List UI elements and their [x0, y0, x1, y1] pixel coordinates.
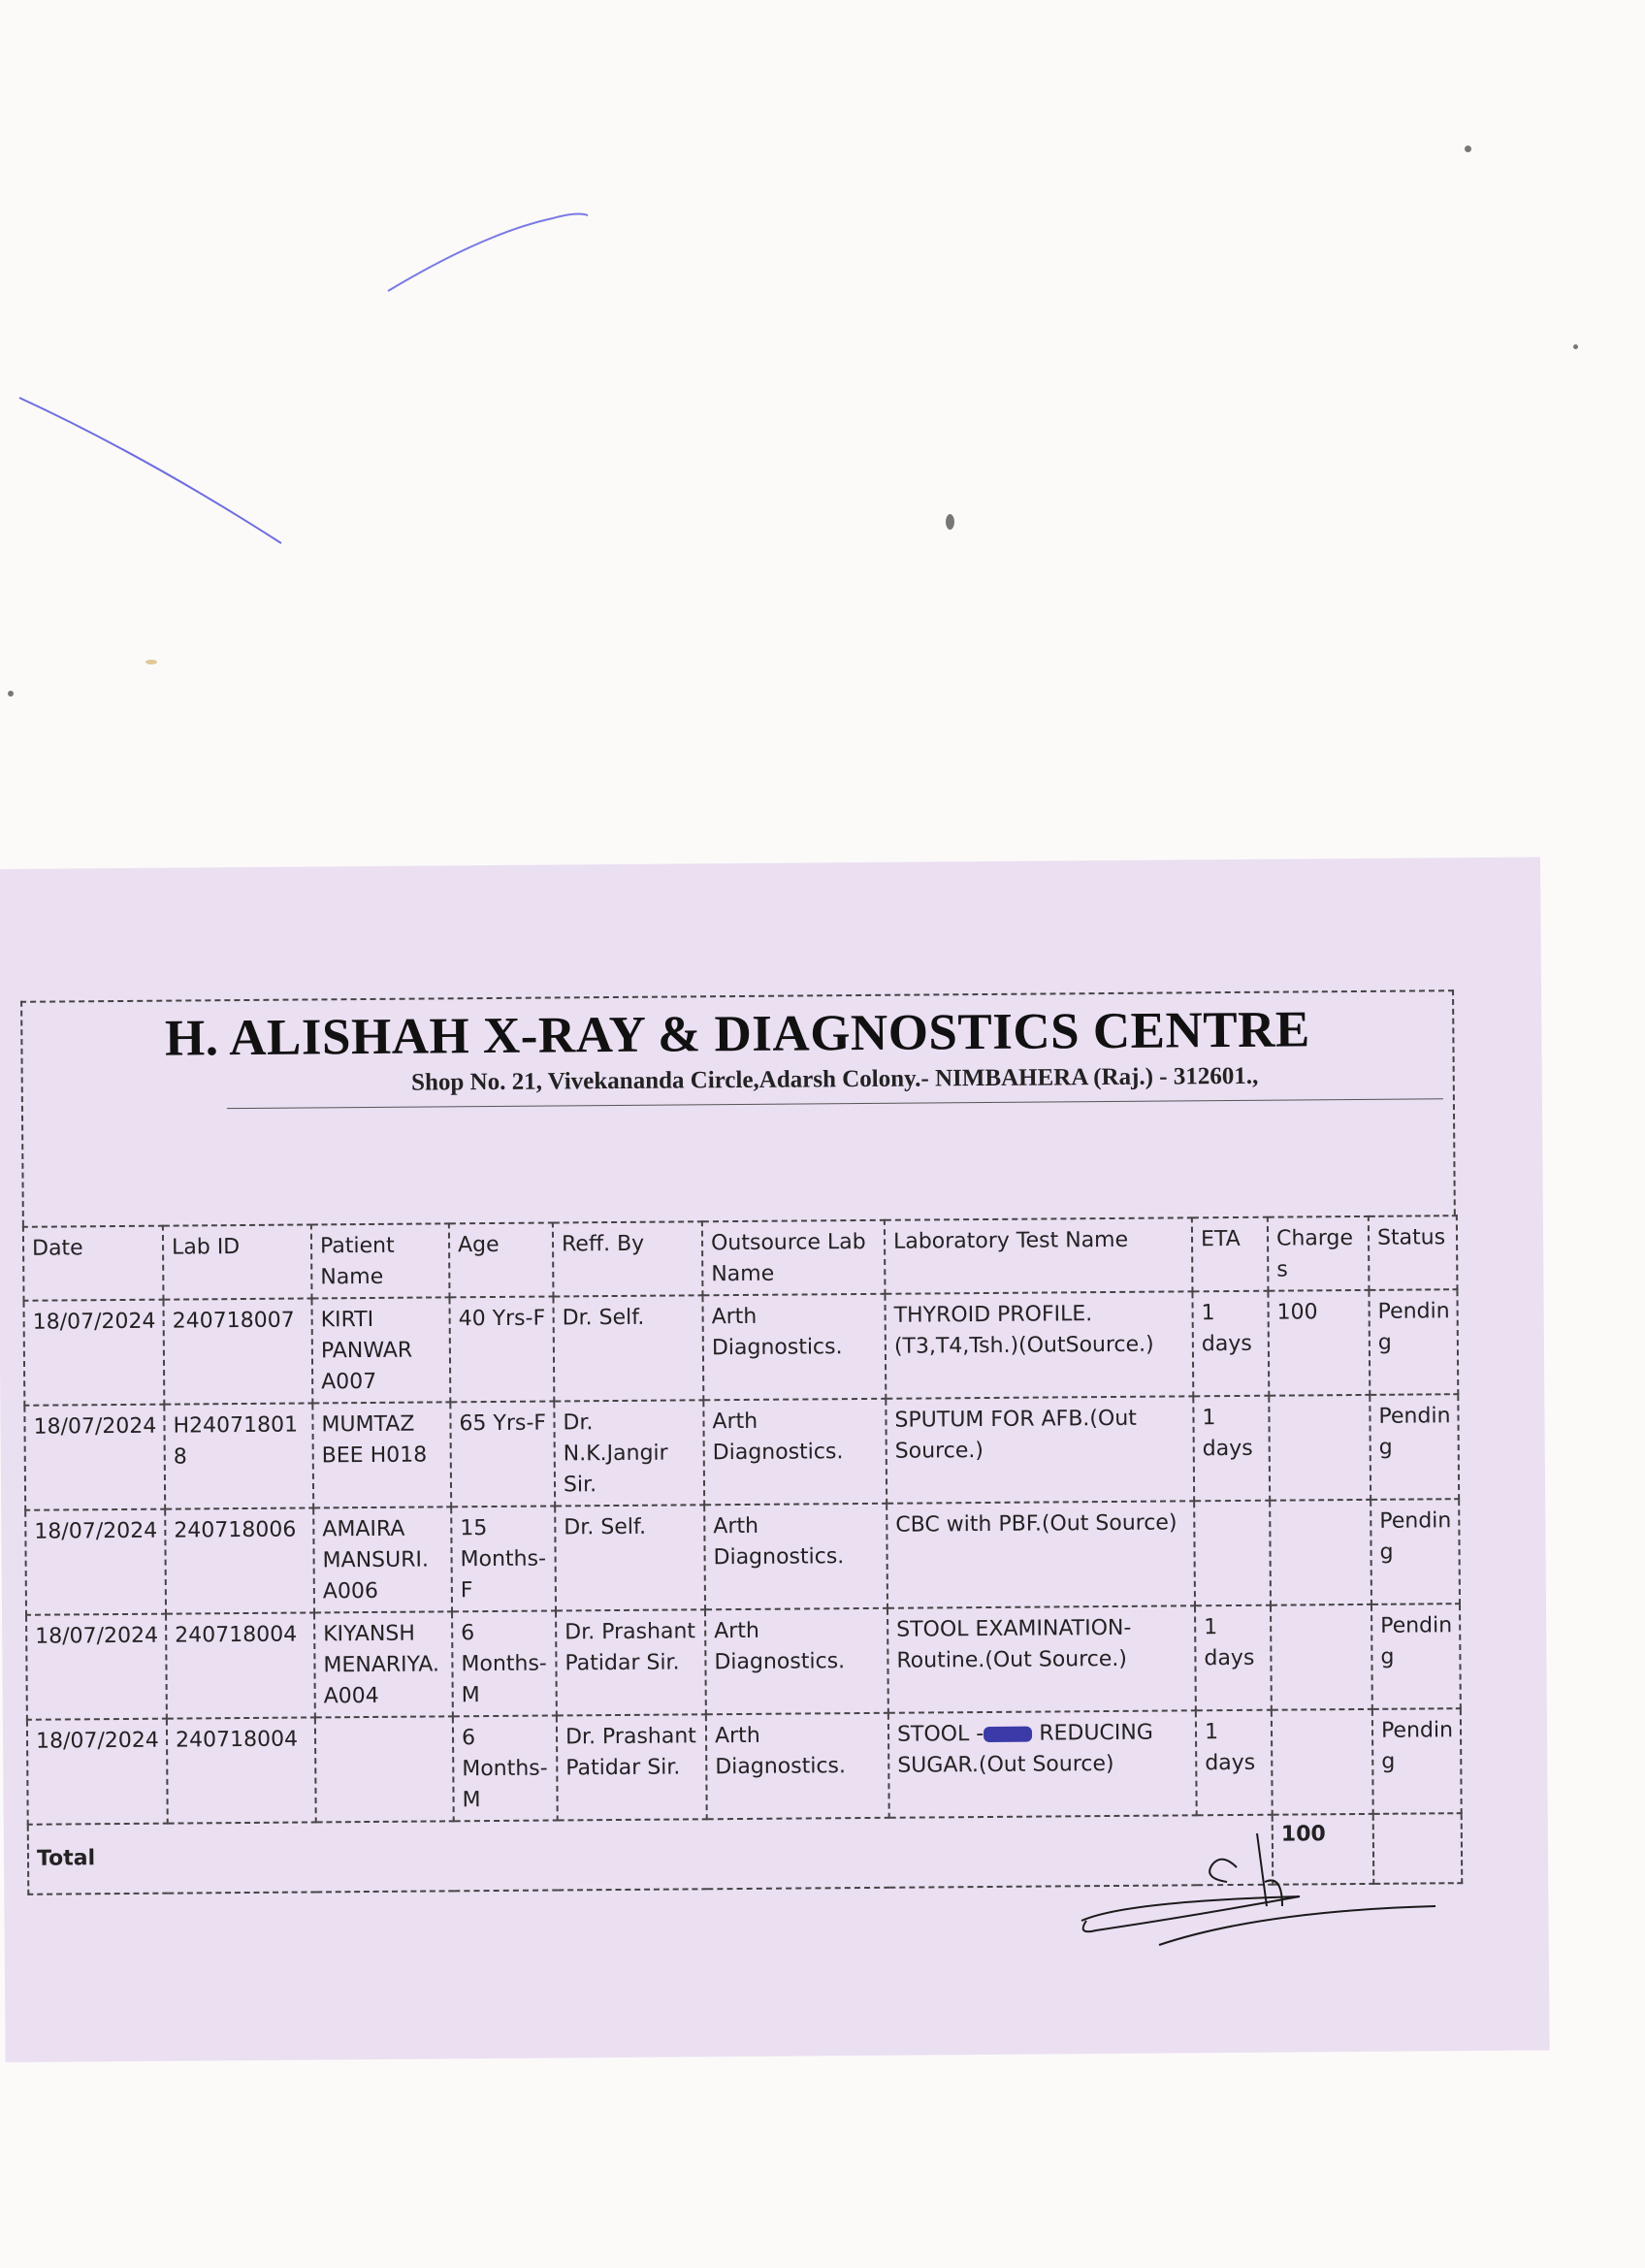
table-row	[24, 1394, 1459, 1510]
test-suffix: REDUCING SUGAR.(Out Source)	[897, 1720, 1153, 1778]
cell-date: 18/07/2024	[24, 1405, 165, 1510]
cell-eta	[1194, 1501, 1271, 1606]
report-frame	[20, 989, 1464, 2204]
cell-eta: 1 days	[1196, 1710, 1273, 1816]
cell-status: Pending	[1369, 1289, 1458, 1395]
cell-status: Pending	[1371, 1499, 1460, 1604]
col-header-age: Age	[449, 1223, 554, 1298]
cell-charges	[1269, 1395, 1371, 1501]
col-header-outsource-lab: Outsource Lab Name	[702, 1220, 886, 1295]
cell-status: Pending	[1372, 1708, 1462, 1814]
cell-outsource-lab: Arth Diagnostics.	[706, 1713, 889, 1819]
table-row	[26, 1604, 1461, 1720]
cell-reff-by: Dr. N.K.Jangir Sir.	[554, 1400, 704, 1506]
centre-name: H. ALISHAH X-RAY & DIAGNOSTICS CENTRE	[164, 1001, 1310, 1067]
cell-test	[888, 1710, 1197, 1817]
signature	[1067, 1824, 1455, 1969]
cell-reff-by: Dr. Self.	[553, 1295, 703, 1401]
test-table	[22, 1215, 1463, 1895]
cell-test: STOOL EXAMINATION-Routine.(Out Source.)	[887, 1605, 1196, 1712]
cell-date: 18/07/2024	[23, 1300, 164, 1406]
cell-charges	[1271, 1604, 1372, 1710]
cell-lab-id: 240718004	[167, 1717, 316, 1823]
cell-date: 18/07/2024	[25, 1509, 166, 1615]
table-row	[23, 1289, 1458, 1406]
cell-patient: AMAIRA MANSURI. A006	[313, 1507, 452, 1612]
pen-stroke-marks	[0, 0, 1645, 679]
ink-blot	[984, 1727, 1032, 1742]
cell-status: Pending	[1370, 1394, 1459, 1500]
table-row	[25, 1499, 1460, 1615]
table-header-row	[23, 1215, 1458, 1301]
cell-patient	[315, 1716, 454, 1822]
report-header	[20, 989, 1456, 1226]
cell-charges: 100	[1268, 1290, 1370, 1396]
cell-age: 6 Months-M	[453, 1715, 558, 1821]
cell-patient: MUMTAZ BEE H018	[312, 1402, 451, 1507]
col-header-date: Date	[23, 1226, 164, 1301]
cell-outsource-lab: Arth Diagnostics.	[704, 1504, 887, 1609]
total-charges: 100	[1273, 1814, 1374, 1885]
col-header-reff-by: Reff. By	[553, 1221, 703, 1296]
col-header-patient-name: Patient Name	[311, 1223, 450, 1298]
cell-reff-by: Dr. Prashant Patidar Sir.	[556, 1609, 706, 1715]
cell-eta: 1 days	[1195, 1605, 1272, 1711]
cell-charges	[1270, 1500, 1371, 1605]
cell-lab-id: 240718006	[165, 1507, 314, 1613]
cell-charges	[1272, 1709, 1373, 1815]
cell-date: 18/07/2024	[27, 1719, 168, 1825]
cell-age: 40 Yrs-F	[449, 1297, 554, 1403]
cell-outsource-lab: Arth Diagnostics.	[705, 1608, 888, 1714]
cell-patient: KIYANSH MENARIYA. A004	[314, 1611, 453, 1717]
cell-age: 15 Months-F	[451, 1506, 556, 1611]
col-header-status: Status	[1369, 1215, 1458, 1290]
cell-eta: 1 days	[1193, 1396, 1270, 1502]
cell-reff-by: Dr. Self.	[555, 1505, 705, 1610]
cell-reff-by: Dr. Prashant Patidar Sir.	[557, 1714, 707, 1820]
cell-test: THYROID PROFILE.(T3,T4,Tsh.)(OutSource.)	[885, 1291, 1193, 1398]
col-header-lab-id: Lab ID	[163, 1224, 312, 1299]
cell-eta: 1 days	[1192, 1291, 1269, 1397]
col-header-test-name: Laboratory Test Name	[885, 1217, 1193, 1293]
cell-lab-id: 240718007	[163, 1298, 312, 1404]
cell-test: CBC with PBF.(Out Source)	[887, 1501, 1195, 1607]
cell-status: Pending	[1371, 1604, 1461, 1709]
table-row	[27, 1708, 1462, 1825]
cell-outsource-lab: Arth Diagnostics.	[703, 1399, 887, 1505]
test-prefix: STOOL -	[896, 1722, 984, 1747]
cell-patient: KIRTI PANWAR A007	[311, 1297, 450, 1403]
cell-outsource-lab: Arth Diagnostics.	[702, 1294, 886, 1400]
cell-lab-id: 240718004	[166, 1612, 315, 1718]
col-header-charges: Charges	[1268, 1216, 1370, 1291]
col-header-eta: ETA	[1192, 1217, 1269, 1292]
cell-date: 18/07/2024	[26, 1614, 167, 1720]
cell-test: SPUTUM FOR AFB.(Out Source.)	[886, 1396, 1194, 1503]
cell-lab-id: H240718018	[164, 1403, 313, 1508]
cell-age: 6 Months-M	[452, 1610, 557, 1716]
centre-address: Shop No. 21, Vivekananda Circle,Adarsh Colony.- NIMBAHERA (Raj.) - 312601.,	[227, 1061, 1443, 1109]
total-label: Total	[28, 1815, 1274, 1895]
cell-age: 65 Yrs-F	[450, 1401, 555, 1507]
